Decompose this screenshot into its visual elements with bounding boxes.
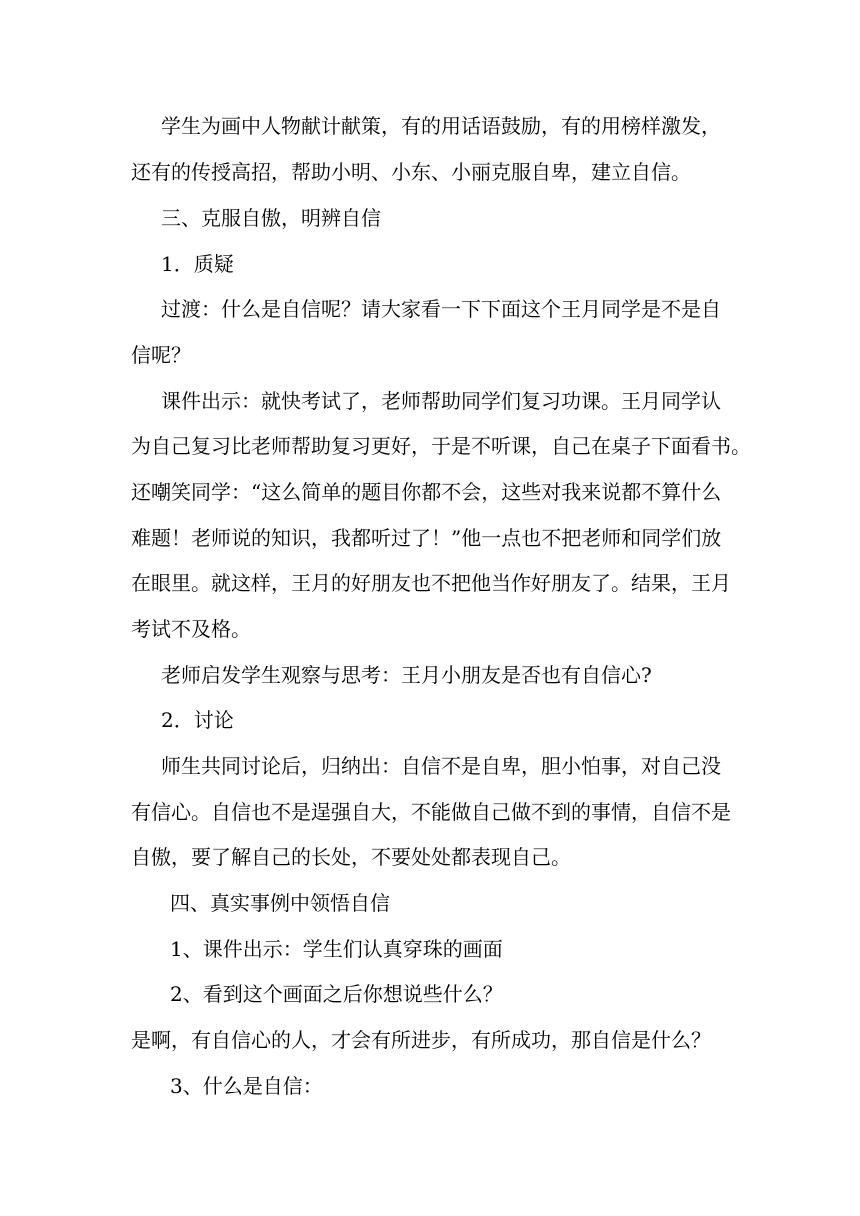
paragraph-line: 师生共同讨论后，归纳出：自信不是自卑，胆小怕事，对自己没 bbox=[161, 754, 721, 778]
section-heading: 三、克服自傲，明辨自信 bbox=[161, 206, 381, 230]
paragraph-line: 有信心。自信也不是逞强自大，不能做自己做不到的事情，自信不是 bbox=[131, 800, 731, 824]
paragraph-line: 是啊，有自信心的人，才会有所进步，有所成功，那自信是什么？ bbox=[131, 1028, 711, 1052]
paragraph-line: 老师启发学生观察与思考：王月小朋友是否也有自信心? bbox=[161, 663, 652, 687]
paragraph-line: 为自己复习比老师帮助复习更好，于是不听课，自己在桌子下面看书。 bbox=[131, 434, 751, 458]
paragraph-line: 还有的传授高招，帮助小明、小东、小丽克服自卑，建立自信。 bbox=[131, 160, 691, 184]
subsection-heading: 1．质疑 bbox=[161, 252, 234, 276]
paragraph-line: 在眼里。就这样，王月的好朋友也不把他当作好朋友了。结果，王月 bbox=[131, 571, 731, 595]
paragraph-line: 学生为画中人物献计献策，有的用话语鼓励，有的用榜样激发， bbox=[161, 114, 721, 138]
list-item: 1、课件出示：学生们认真穿珠的画面 bbox=[170, 937, 503, 961]
paragraph-line: 自傲，要了解自己的长处，不要处处都表现自己。 bbox=[131, 845, 571, 869]
list-item: 2、看到这个画面之后你想说些什么？ bbox=[170, 982, 503, 1006]
paragraph-line: 考试不及格。 bbox=[131, 617, 251, 641]
paragraph-line: 信呢？ bbox=[131, 343, 191, 367]
paragraph-line: 还嘲笑同学：“这么简单的题目你都不会，这些对我来说都不算什么 bbox=[131, 480, 722, 504]
paragraph-line: 课件出示：就快考试了，老师帮助同学们复习功课。王月同学认 bbox=[161, 389, 721, 413]
list-item: 3、什么是自信： bbox=[170, 1074, 323, 1098]
paragraph-line: 难题！老师说的知识，我都听过了！”他一点也不把老师和同学们放 bbox=[131, 526, 722, 550]
subsection-heading: 2．讨论 bbox=[161, 708, 234, 732]
paragraph-line: 过渡：什么是自信呢？请大家看一下下面这个王月同学是不是自 bbox=[161, 297, 721, 321]
section-heading: 四、真实事例中领悟自信 bbox=[170, 891, 390, 915]
